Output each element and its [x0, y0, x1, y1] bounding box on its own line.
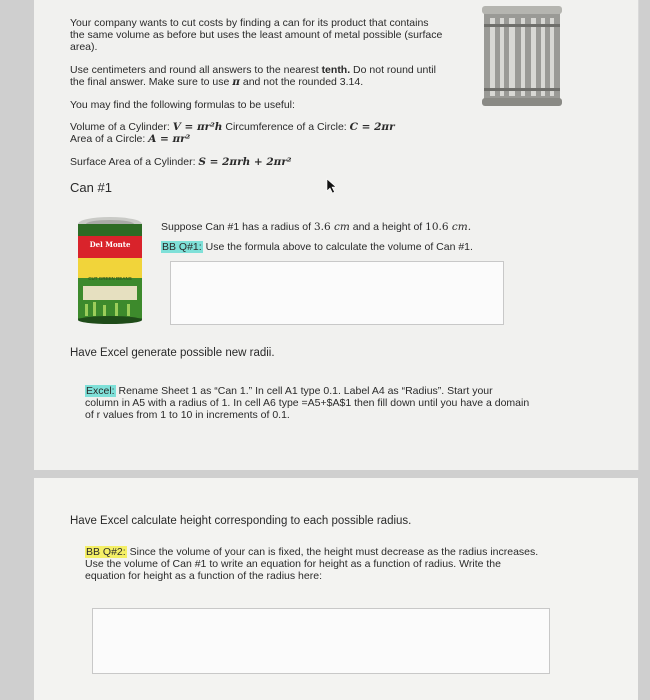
bb-question-1: BB Q#1: Use the formula above to calculate the volume of Can #1.: [162, 241, 473, 253]
bb-question-2-line-2: Use the volume of Can #1 to write an equation for height as a function of radius. Write the: [85, 558, 501, 570]
can-1-dimensions: Suppose Can #1 has a radius of 3.6 cm and a height of 10.6 cm.: [161, 221, 472, 233]
excel-height-heading: Have Excel calculate height corresponding to each possible radius.: [70, 515, 412, 527]
can-brand-label: Del Monte: [89, 240, 131, 249]
intro-line-2: the same volume as before but uses the least amount of metal possible (surface: [70, 29, 443, 41]
excel-instruction-line-1: Excel: Rename Sheet 1 as “Can 1.” In cell A1 type 0.1. Label A4 as “Radius”. Start your: [86, 385, 493, 397]
intro-line-3: area).: [70, 41, 98, 53]
bb-q2-tag: BB Q#2:: [86, 546, 126, 558]
can-product-label: CUT GREEN BEANS: [88, 276, 132, 281]
bb-q1-answer-box[interactable]: [170, 261, 504, 325]
tin-can-image: [478, 4, 566, 108]
area-formula: Area of a Circle: A = πr²: [70, 133, 191, 145]
excel-instruction-line-2: column in A5 with a radius of 1. In cell A6 type =A5+$A$1 then fill down until you have a domain: [85, 397, 530, 409]
rounding-instruction-line-2: the final answer. Make sure to use π and not the rounded 3.14.: [70, 76, 364, 88]
green-beans-can-image: [75, 214, 145, 324]
mouse-cursor-icon: [326, 178, 338, 194]
bb-question-2-line-1: BB Q#2: Since the volume of your can is fixed, the height must decrease as the radius increases.: [86, 546, 539, 558]
excel-radii-heading: Have Excel generate possible new radii.: [70, 347, 275, 359]
rounding-instruction-line-1: Use centimeters and round all answers to the nearest tenth. Do not round until: [70, 64, 436, 76]
volume-formula: Volume of a Cylinder: V = πr²h Circumference of a Circle: C = 2πr: [70, 121, 395, 133]
tenth-emphasis: tenth.: [321, 64, 351, 76]
excel-tag: Excel:: [86, 385, 115, 397]
formulas-intro: You may find the following formulas to be useful:: [70, 99, 295, 111]
excel-instruction-line-3: of r values from 1 to 10 in increments of 0.1.: [85, 409, 290, 421]
bb-q2-answer-box[interactable]: [92, 608, 550, 674]
intro-line-1: Your company wants to cut costs by finding a can for its product that contains: [70, 17, 429, 29]
bb-question-2-line-3: equation for height as a function of the radius here:: [85, 570, 322, 582]
can-1-heading: Can #1: [70, 180, 112, 195]
surface-area-formula: Surface Area of a Cylinder: S = 2πrh + 2πr²: [70, 156, 292, 168]
bb-q1-tag: BB Q#1:: [162, 241, 202, 253]
